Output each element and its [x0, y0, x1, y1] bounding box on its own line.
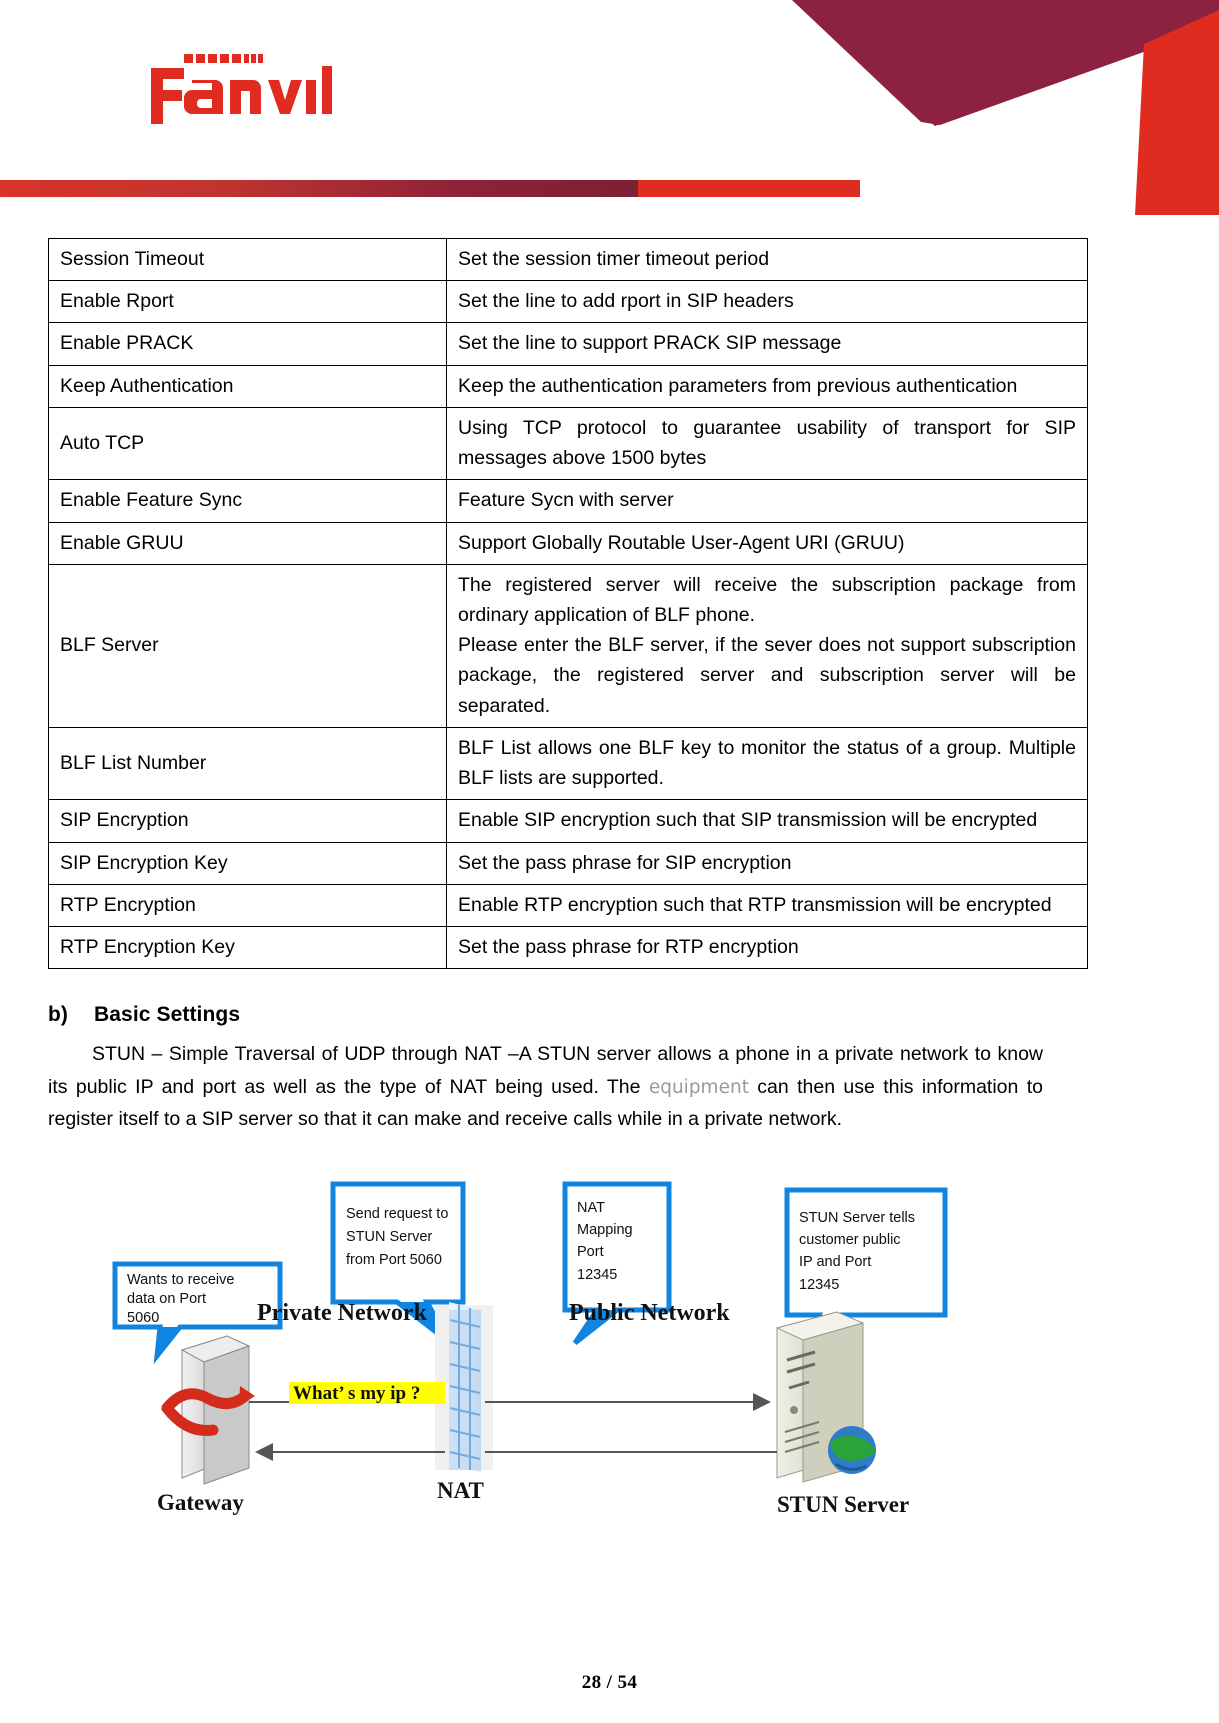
- highlight-label: What’ s my ip ?: [293, 1383, 421, 1404]
- param-desc-cell: Set the line to support PRACK SIP message: [447, 323, 1088, 365]
- node-label-stun-server: STUN Server: [777, 1492, 910, 1517]
- gateway-icon: [157, 1336, 255, 1515]
- param-desc-cell: Set the pass phrase for RTP encryption: [447, 926, 1088, 968]
- param-desc-cell: Enable RTP encryption such that RTP transmission will be encrypted: [447, 884, 1088, 926]
- param-desc-cell: Feature Sycn with server: [447, 480, 1088, 522]
- table-row: [49, 480, 1088, 522]
- table-row: [49, 281, 1088, 323]
- param-name-cell: Auto TCP: [49, 407, 447, 479]
- table-row: [49, 800, 1088, 842]
- table-row: [49, 884, 1088, 926]
- table-row: [49, 564, 1088, 727]
- callout-line: from Port 5060: [346, 1252, 442, 1268]
- param-name-cell: BLF Server: [49, 564, 447, 727]
- param-name-cell: Session Timeout: [49, 239, 447, 281]
- param-desc-cell: Set the line to add rport in SIP headers: [447, 281, 1088, 323]
- paragraph-text-part1: STUN – Simple Traversal of UDP through NAT –A STUN server allows a phone in a private network to know its public IP and port as well as the type of NAT being used. The: [48, 1043, 1043, 1098]
- param-name-cell: BLF List Number: [49, 727, 447, 799]
- paragraph-text-equipment: equipment: [648, 1076, 749, 1098]
- param-desc-cell: Using TCP protocol to guarantee usability of transport for SIP messages above 1500 bytes: [447, 407, 1088, 479]
- stun-description-paragraph: [48, 1038, 1043, 1136]
- zone-label-private-network: Private Network: [257, 1300, 427, 1326]
- param-desc-line: Please enter the BLF server, if the sever does not support subscription package, the registered server and subscription server will be separated.: [458, 634, 1076, 717]
- header-rule-solid: [638, 180, 860, 197]
- callout-line: Mapping: [577, 1222, 633, 1238]
- fanvil-logo: [148, 54, 358, 124]
- param-name-cell: Enable Feature Sync: [49, 480, 447, 522]
- page-footer: [0, 1672, 1219, 1694]
- callout-line: STUN Server tells: [799, 1210, 916, 1226]
- callout-line: NAT: [577, 1200, 605, 1216]
- table-row: [49, 323, 1088, 365]
- zone-label-public-network: Public Network: [569, 1300, 730, 1326]
- param-name-cell: Enable PRACK: [49, 323, 447, 365]
- param-desc-cell: BLF List allows one BLF key to monitor the status of a group. Multiple BLF lists are supported.: [447, 727, 1088, 799]
- param-desc-cell: Set the session timer timeout period: [447, 239, 1088, 281]
- stun-server-icon: [777, 1312, 909, 1517]
- header-rule-gradient: [0, 180, 638, 197]
- table-row: [49, 522, 1088, 564]
- callout-line: 5060: [127, 1310, 160, 1326]
- callout-line: Port: [577, 1244, 604, 1260]
- param-desc-cell: Enable SIP encryption such that SIP transmission will be encrypted: [447, 800, 1088, 842]
- param-name-cell: Enable Rport: [49, 281, 447, 323]
- callout-line: Send request to: [346, 1206, 449, 1222]
- paragraph-text-part2: can then use this information to register itself to a SIP server so that it can make and receive calls while in a private network.: [48, 1075, 1043, 1131]
- param-desc-cell: Support Globally Routable User-Agent URI (GRUU): [447, 522, 1088, 564]
- table-row: [49, 842, 1088, 884]
- callout-line: IP and Port: [799, 1254, 872, 1270]
- param-name-cell: RTP Encryption Key: [49, 926, 447, 968]
- header-rule: [0, 180, 860, 197]
- param-name-cell: SIP Encryption: [49, 800, 447, 842]
- param-name-cell: SIP Encryption Key: [49, 842, 447, 884]
- whats-my-ip-highlight: [289, 1382, 445, 1404]
- sip-advanced-settings-table: [48, 238, 1088, 969]
- table-row: [49, 727, 1088, 799]
- param-desc-cell: Set the pass phrase for SIP encryption: [447, 842, 1088, 884]
- table-row: [49, 407, 1088, 479]
- callout-line: Wants to receive: [127, 1272, 235, 1288]
- section-marker: b): [48, 1003, 69, 1026]
- stun-nat-diagram: [97, 1160, 1057, 1530]
- param-name-cell: Keep Authentication: [49, 365, 447, 407]
- callout-line: data on Port: [127, 1291, 206, 1307]
- param-name-cell: Enable GRUU: [49, 522, 447, 564]
- callout-line: 12345: [799, 1277, 840, 1293]
- callout-line: 12345: [577, 1267, 618, 1283]
- section-title: Basic Settings: [94, 1003, 241, 1026]
- table-row: [49, 365, 1088, 407]
- section-heading: [48, 1003, 240, 1027]
- table-row: [49, 926, 1088, 968]
- param-name-cell: RTP Encryption: [49, 884, 447, 926]
- param-desc-cell: Keep the authentication parameters from previous authentication: [447, 365, 1088, 407]
- page-number: 28 / 54: [581, 1672, 638, 1693]
- callout-line: STUN Server: [346, 1229, 433, 1245]
- callout-line: customer public: [799, 1232, 901, 1248]
- callout-wants-to-receive: [115, 1264, 280, 1356]
- param-desc-cell: [447, 564, 1088, 727]
- table-row: [49, 239, 1088, 281]
- node-label-nat: NAT: [437, 1478, 484, 1503]
- node-label-gateway: Gateway: [157, 1490, 244, 1515]
- param-desc-line: The registered server will receive the subscription package from ordinary application of BLF phone.: [458, 573, 1076, 626]
